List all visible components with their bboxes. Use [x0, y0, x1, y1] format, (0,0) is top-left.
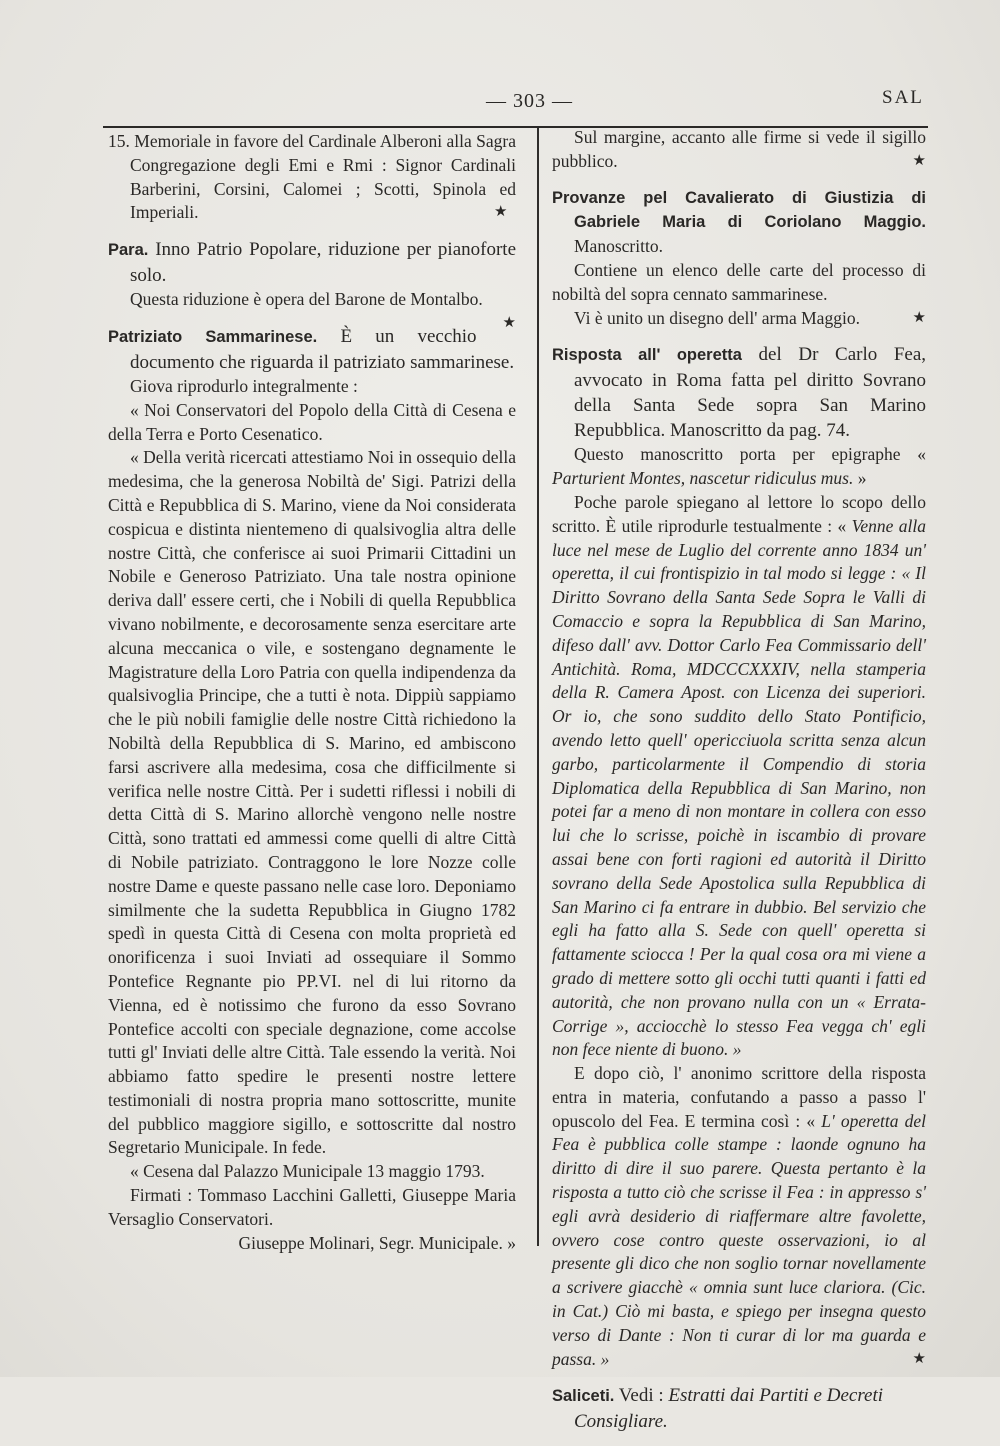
entry-title: Saliceti. — [552, 1387, 615, 1406]
epigraph-intro: Questo manoscritto porta per epigraphe « — [574, 444, 926, 465]
paragraph-2-intro: E dopo ciò, l' anonimo scrittore della risposta entra in materia, confutando a passo a passo l' opuscolo del Fea. E termina così : « — [552, 1063, 926, 1131]
risposta-text: del Dr Carlo Fea, avvocato in Roma fatta pel diritto Sovrano della Santa Sede sopra San Marino Repubblica. Manoscritto da pag. 74. — [574, 344, 927, 442]
right-column — [552, 126, 926, 1446]
paragraph-1-intro: Poche parole spiegano al lettore lo scopo dello scritto. È utile riprodurle testualmente : « — [552, 491, 926, 536]
para-text: Inno Patrio Popolare, riduzione per pianoforte solo. — [130, 239, 517, 287]
memoriale-text: 15. Memoriale in favore del Cardinale Alberoni alla Sagra Congregazione degli Emi e Rmi : Signor Cardinali Barberini, Corsini, Calomei ; Scotti, Spinola ed Imperiali. — [108, 131, 516, 223]
paragraph-2-quote: L' operetta del Fea è pubblica colle stampe : laonde ognuno ha diritto di dire il suo parere. Questa pertanto è la risposta a tutto ciò che scrisse il Fea : in appresso s' egli avrà desiderio di riaffermare altre favolette, ovvero cose contro queste osservazioni, io al presente gli dico che non soglio tornar novellamente a scrivere giacchè « omnia sunt luce clariora. (Cic. in Cat.) Ciò mi basta, e spiego per insegna questo verso di Dante : Non ti curar di lor ma guarda e passa. » — [552, 1110, 927, 1369]
epigraph: Parturient Montes, nascetur ridiculus mus. — [552, 468, 854, 489]
star-icon: ★ — [912, 152, 926, 169]
risposta-paragraph-2 — [552, 1062, 926, 1371]
entry-title: Para. — [108, 241, 149, 260]
column-divider — [537, 128, 539, 1246]
page-header — [0, 84, 1000, 114]
quote-secretary: Giuseppe Molinari, Segr. Municipale. » — [238, 1232, 516, 1253]
quote-body: « Della verità ricercati attestiamo Noi in ossequio della medesima, che la generosa Nobiltà de' Sigi. Patrizi della Città e Repubblica di S. Marino, viene da Noi considerata cospicua e distinta nientemeno di qualsivoglia altra delle nostre Città, che conferisce ai suoi Primarii Cittadini un Nobile e Generoso Patriziato. Una tale nostra opinione deriva dall' essere certi, che i Nobili di quella Repubblica vivano nobilmente, e decorosamente senza esercitare arte alcuna meccanica o vile, e sostengano degnamente le Magistrature della Loro Patria con quella indipendenza da qualsivoglia Principe, che a tutti è nota. Dippiù sappiamo che le più nobili famiglie delle nostre Città richiedono la Nobiltà della Repubblica di S. Marino, ed ambiscono farsi ascrivere alla medesima, cosa che difficilmente si verifica nelle nostre Città. Per i sudetti riflessi i nobili di detta Città di S. Marino allorchè vengono nelle nostre Città, sono trattati ed ammessi come quelli di altre Città di Nobile patriziato. Contraggono le lore Nozze colle nostre Dame e queste passano nelle case loro. Deponiamo similmente che la sudetta Repubblica in Giugno 1782 spedì in questa Città di Cesena con molta proprietà ed onorificenza i suoi Inviati ad ossequiare il Sommo Pontefice Regnante pio PP.VI. nel di lui ritorno da Vienna, ed è notissimo che furono da esso Sovrano Pontefice accolti con speciale degnazione, come accolse tutti gl' Inviati delle altre Città. Tale essendo la verità. Noi abbiamo fatto spedire le presenti nostre lettere testimoniali di nostra propria mano sottoscritte, munite del pubblico maggiore sigillo, e sottoscritte dal nostro Segretario Municipale. In fede. — [108, 447, 516, 1158]
provanze-tail: Manoscritto. — [574, 236, 663, 257]
entry-para — [108, 237, 517, 331]
entry-risposta — [552, 342, 926, 1371]
saliceti-reference: Estratti dai Partiti e Decreti Consigliare. — [574, 1385, 884, 1433]
saliceti-vedi: Vedi : — [618, 1385, 664, 1407]
quote-opening: « Noi Conservatori del Popolo della Città di Cesena e della Terra e Porto Cesenatico. — [108, 399, 516, 444]
left-column — [108, 130, 516, 1267]
para-note: Questa riduzione è opera del Barone de Montalbo. — [130, 289, 483, 310]
paragraph-1-quote: Venne alla luce nel mese de Luglio del corrente anno 1834 un' operetta, il cui frontispizio in tal modo si legge : « Il Diritto Sovrano della Santa Sede Sopra le Valli di Comaccio e sopra la Repubblica di San Marino, difeso dall' avv. Dottor Carlo Fea Commissario dell' Antichità. Roma, MDCCCXXXIV, nella stamperia della R. Camera Apost. con Licenza dei superiori. Or io, che sono suddito dello Stato Pontificio, avendo letto quell' opericciuola scritta senza alcun garbo, particolarmente il Compendio di storia Diplomatica della Repubblica di San Marino, non potei far a meno di non montare in collera con esso lui che lo scrisse, poichè in iscambio di provare assai bene con forti ragioni ed autorità il Diritto sovrano della Sede Apostolica sulla Repubblica di San Marino ci fa entrare in dubbio. Bel servizio che egli ha fatto alla S. Sede con quell' operetta si fattamente sciocca ! Per la qual cosa ora mi viene a grado di mettere sotto gli occhi tutti quanti i fatti ed autorità, che non provano nulla con un « Errata-Corrige », acciocchè lo stesso Fea vegga ch' egli non fece niente di buono. » — [552, 515, 927, 1060]
provanze-note: Vi è unito un disegno dell' arma Maggio. — [574, 307, 860, 328]
entry-title: Patriziato Sammarinese. — [108, 327, 318, 346]
risposta-paragraph-1 — [552, 491, 926, 1062]
star-icon: ★ — [912, 309, 926, 326]
entry-title: Risposta all' operetta — [552, 346, 742, 365]
running-head: SAL — [882, 87, 924, 108]
quote-signatures: Firmati : Tommaso Lacchini Galletti, Giuseppe Maria Versaglio Conservatori. — [108, 1185, 516, 1229]
epigraph-close: » — [857, 468, 867, 489]
entry-patriziato — [108, 324, 516, 1255]
star-icon: ★ — [912, 1350, 926, 1367]
entry-provanze — [552, 186, 926, 331]
page-number: — 303 — — [486, 90, 573, 112]
entry-title: Provanze pel Cavalierato di Giustizia di Gabriele Maria di Coriolano Maggio. — [552, 188, 926, 232]
quote-date-line: « Cesena dal Palazzo Municipale 13 maggio 1793. — [130, 1161, 485, 1182]
star-icon: ★ — [502, 314, 516, 331]
patriziato-intro: Giova riprodurlo integralmente : — [130, 375, 358, 396]
provanze-text: Contiene un elenco delle carte del processo di nobiltà del sopra cennato sammarinese. — [552, 259, 926, 304]
margin-note-text: Sul margine, accanto alle firme si vede il sigillo pubblico. — [552, 127, 926, 171]
entry-margin-note — [552, 126, 926, 174]
entry-memoriale: 15. Memoriale in favore del Cardinale Alberoni alla Sagra Congregazione degli Emi e Rmi : Signor Cardinali Barberini, Corsini, Calomei ; Scotti, Spinola ed Imperiali. ★ — [108, 131, 516, 223]
entry-saliceti — [552, 1383, 926, 1434]
patriziato-text: È un vecchio documento che riguarda il patriziato sammarinese. — [130, 325, 515, 373]
epigraph-line — [552, 443, 926, 491]
